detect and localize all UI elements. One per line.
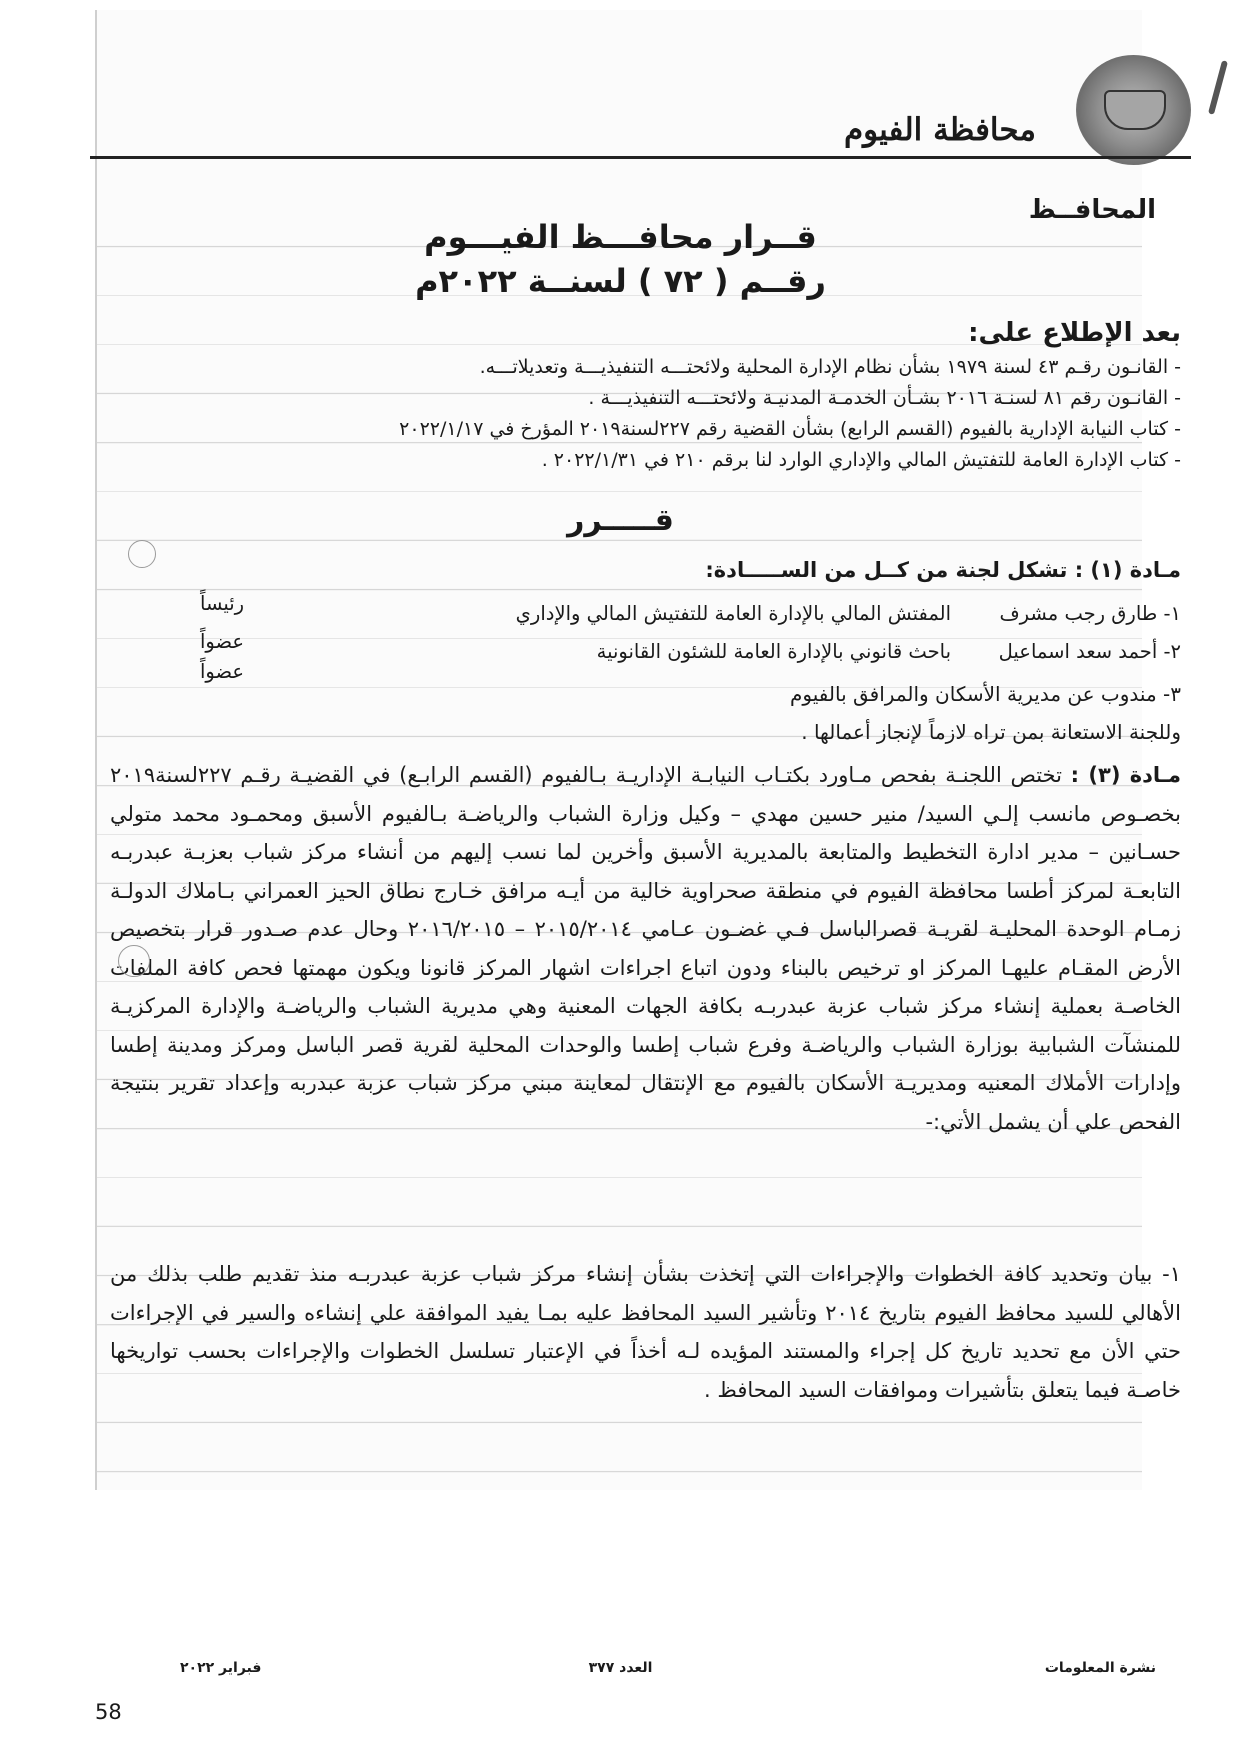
reference-item: - القانـون رقـم ٤٣ لسنة ١٩٧٩ بشأن نظام الإدارة المحلية ولائحتـــه التنفيذيـــة وتعديلاتـــه.: [479, 356, 1181, 378]
article-3-label: مـادة (٣) :: [1070, 763, 1181, 787]
article-3: [110, 756, 1181, 1141]
margin-mark: [118, 945, 150, 977]
article-1-heading: مـادة (١) : تشكل لجنة من كــل من الســـــادة:: [705, 558, 1181, 582]
seal-emblem: [1104, 90, 1166, 130]
governorate-seal-icon: [1076, 55, 1191, 165]
header-divider: [90, 156, 1191, 159]
member-role: رئيساً: [200, 592, 245, 615]
article-3-items: [110, 1255, 1181, 1409]
member-position: باحث قانوني بالإدارة العامة للشئون القانونية: [596, 640, 951, 663]
reference-item: - القانـون رقم ٨١ لسنـة ٢٠١٦ بشـأن الخدمـة المدنيـة ولائحتـــه التنفيذيـــة .: [588, 387, 1181, 409]
footer-date: فبراير ٢٠٢٢: [180, 1660, 262, 1676]
member-name: ٢- أحمد سعد اسماعيل: [998, 640, 1181, 663]
article-3-text: تختص اللجنـة بفحص مـاورد بكتـاب النيابـة الإداريـة بـالفيوم (القسم الرابـع) في القضيـة رقـم ٢٢٧لسنة٢٠١٩ بخصـوص مانسب إلـي السيد/ منير حسين مهدي – وكيل وزارة الشباب والرياضـة بـالفيوم الأسبق ومحمـود محمد متولي حسـانين – مدير ادارة التخطيط والمتابعة بالمديرية الأسبق وأخرين لما نسب إليهم من أنشاء مركز شباب بعزبـة عبدربـه التابعـة لمركز أطسا محافظة الفيوم في منطقة صحراوية خالية من أيـه مرافق خـارج نطاق الحيز العمراني بـاملاك الدولـة زمـام الوحدة المحليـة لقريـة قصرالباسل فـي غضـون عـامي ٢٠١٥/٢٠١٤ – ٢٠١٦/٢٠١٥ وحال عدم صـدور قرار بتخصيص الأرض المقـام عليهـا المركز او ترخيص بالبناء ودون اتباع اجراءات اشهار المركز قانونا ويكون مهمتها فحص كافة الملفات الخاصـة بعملية إنشاء مركز شباب عزبة عبدربـه بكافة الجهات المعنية وهي مديرية الشباب والرياضـة والإدارة المركزيـة للمنشآت الشبابية بوزارة الشباب والرياضـة وفرع شباب إطسا والوحدات المحلية لقرية قصر الباسل ومركز ومدينة إطسا وإدارات الأملاك المعنيه ومديريـة الأسكان بالفيوم مع الإنتقال لمعاينة مبني مركز شباب عزبة عبدربه وإعداد تقرير بنتيجة الفحص علي أن يشمل الأتي:-: [110, 763, 1182, 1134]
footer-issue: العدد ٣٧٧: [588, 1660, 653, 1676]
member-position: المفتش المالي بالإدارة العامة للتفتيش المالي والإداري: [515, 602, 951, 625]
housing-representative: ٣- مندوب عن مديرية الأسكان والمرافق بالفيوم: [790, 682, 1181, 706]
scan-mark: [1208, 60, 1228, 115]
letterhead-area: [97, 10, 1142, 200]
footer-publication: نشرة المعلومات: [1044, 1660, 1156, 1676]
preamble-heading: بعد الإطلاع على:: [968, 318, 1181, 348]
issuing-office: المحافــظ: [1028, 195, 1156, 225]
reference-item: - كتاب النيابة الإدارية بالفيوم (القسم الرابع) بشأن القضية رقم ٢٢٧لسنة٢٠١٩ المؤرخ في ٢٠٢٢/١/١٧: [399, 418, 1181, 440]
page-number: 58: [95, 1700, 122, 1724]
reference-list: [70, 352, 1181, 476]
member-name: ١- طارق رجب مشرف: [999, 602, 1181, 625]
committee-assistance-clause: وللجنة الاستعانة بمن تراه لازماً لإنجاز أعمالها .: [801, 720, 1181, 744]
member-role: عضواً: [200, 660, 245, 683]
decision-heading: قـــــرر: [567, 503, 674, 538]
margin-mark: [128, 540, 156, 568]
list-item: ١- بيان وتحديد كافة الخطوات والإجراءات التي إتخذت بشأن إنشاء مركز شباب عزبة عبدربـه منذ تقديم طلب بذلك من الأهالي للسيد محافظ الفيوم بتاريخ ٢٠١٤ وتأشير السيد المحافظ عليه بمـا يفيد الموافقة علي إنشاءه والسير في الإجراءات حتي الأن مع تحديد تاريخ كل إجراء والمستند المؤيده لـه أخذاً في الإعتبار تسلسل الخطوات والإجراءات بحسب تواريخها خاصـة فيما يتعلق بتأشيرات وموافقات السيد المحافظ .: [110, 1262, 1181, 1402]
decree-number: رقــم ( ٧٢ ) لسنــة ٢٠٢٢م: [415, 262, 826, 300]
decree-title: قــرار محافـــظ الفيـــوم: [424, 218, 817, 256]
member-role: عضواً: [200, 630, 245, 653]
governorate-name: محافظة الفيوم: [843, 112, 1036, 148]
reference-item: - كتاب الإدارة العامة للتفتيش المالي والإداري الوارد لنا برقم ٢١٠ في ٢٠٢٢/١/٣١ .: [541, 449, 1181, 471]
